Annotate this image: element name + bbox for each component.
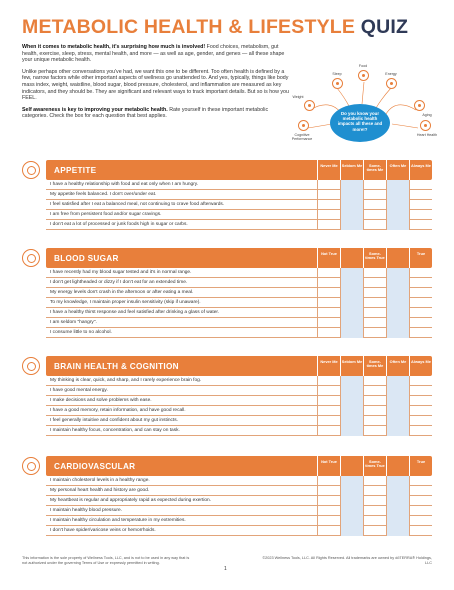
- section-header: [46, 160, 432, 180]
- col-header: [340, 456, 363, 476]
- checkbox-cell[interactable]: [317, 268, 340, 278]
- section-cardiovascular: [22, 456, 432, 538]
- intro-paragraph-2: Unlike perhaps other conversations you've had, we want this one to be different. Too often health is defined by a few, narrow factors while other important aspects of wellness go unattended to. And yes, typically, things like body mass index, weight, waistline, blood sugar, blood pressure, cholesterol, and inflammation are measured as key indicators, and they should be. They are significant and relevant ways to track important details. But so is how you FEEL.: [22, 68, 289, 102]
- checkbox-cell[interactable]: [386, 376, 409, 386]
- question-list: [46, 376, 432, 436]
- question-text: I feel satisfied after I eat a balanced meal, not continuing to crave food afterwards.: [50, 202, 225, 208]
- table-row: [46, 278, 432, 288]
- checkbox-cell[interactable]: [363, 376, 386, 386]
- checkbox-cell[interactable]: [340, 268, 363, 278]
- checkbox-cell[interactable]: [363, 278, 386, 288]
- checkbox-cell[interactable]: [386, 516, 409, 526]
- question-text: I make decisions and solve problems with ease.: [50, 398, 152, 404]
- table-row: [46, 328, 432, 338]
- checkbox-cell[interactable]: [340, 190, 363, 200]
- checkbox-cell[interactable]: [386, 210, 409, 220]
- question-list: [46, 180, 432, 230]
- col-header: Not True: [317, 248, 340, 268]
- checkbox-cell[interactable]: [317, 288, 340, 298]
- checkbox-cell[interactable]: [363, 426, 386, 436]
- blood-sugar-icon: [22, 249, 40, 267]
- question-text: I am seldom "hangry".: [50, 320, 97, 326]
- checkbox-cell[interactable]: [363, 190, 386, 200]
- checkbox-cell[interactable]: [340, 278, 363, 288]
- section-header: [46, 356, 432, 376]
- question-text: I have a healthy thirst response and feel satisfied after drinking a glass of water.: [50, 310, 220, 316]
- checkbox-cell[interactable]: [317, 278, 340, 288]
- checkbox-cell[interactable]: [363, 406, 386, 416]
- checkbox-cell[interactable]: [363, 396, 386, 406]
- table-row: [46, 180, 432, 190]
- checkbox-cell[interactable]: [340, 506, 363, 516]
- checkbox-cell[interactable]: [317, 476, 340, 486]
- table-row: [46, 386, 432, 396]
- checkbox-cell[interactable]: [317, 396, 340, 406]
- checkbox-cell[interactable]: [363, 210, 386, 220]
- section-header: [46, 248, 432, 268]
- question-list: [46, 476, 432, 536]
- question-text: I feel generally intuitive and confident about my gut instincts.: [50, 418, 178, 424]
- question-text: I don't have spider/varicose veins or hemorrhoids.: [50, 528, 156, 534]
- energy-label: Energy: [385, 72, 397, 76]
- table-row: [46, 426, 432, 436]
- checkbox-cell[interactable]: [317, 516, 340, 526]
- checkbox-cell[interactable]: [409, 486, 432, 496]
- col-header: Always Me: [409, 356, 432, 376]
- checkbox-cell[interactable]: [340, 318, 363, 328]
- checkbox-cell[interactable]: [317, 210, 340, 220]
- table-row: [46, 220, 432, 230]
- section-title: BLOOD SUGAR: [54, 254, 119, 263]
- appetite-icon: [22, 161, 40, 179]
- checkbox-cell[interactable]: [317, 220, 340, 230]
- food-node-icon: [358, 70, 369, 81]
- checkbox-cell[interactable]: [386, 496, 409, 506]
- checkbox-cell[interactable]: [340, 406, 363, 416]
- footer-disclaimer: This information is the sole property of Wellness Tools, LLC, and is not to be used in any way that is not authorized under the governing Terms of Use or expressly permitted in writing.: [22, 556, 190, 565]
- checkbox-cell[interactable]: [409, 298, 432, 308]
- question-text: I don't eat a lot of processed or junk foods high in sugar or carbs.: [50, 222, 188, 228]
- checkbox-cell[interactable]: [363, 308, 386, 318]
- checkbox-cell[interactable]: [386, 526, 409, 536]
- checkbox-cell[interactable]: [409, 308, 432, 318]
- page-number: 1: [224, 566, 227, 572]
- checkbox-cell[interactable]: [409, 210, 432, 220]
- question-text: I don't get lightheaded or dizzy if I don't eat for an extended time.: [50, 280, 188, 286]
- checkbox-cell[interactable]: [340, 308, 363, 318]
- section-appetite: [22, 160, 432, 232]
- checkbox-cell[interactable]: [386, 476, 409, 486]
- checkbox-cell[interactable]: [409, 496, 432, 506]
- checkbox-cell[interactable]: [409, 426, 432, 436]
- table-row: [46, 516, 432, 526]
- checkbox-cell[interactable]: [363, 200, 386, 210]
- table-row: [46, 496, 432, 506]
- table-row: [46, 376, 432, 386]
- question-text: I have good mental energy.: [50, 388, 108, 394]
- checkbox-cell[interactable]: [386, 426, 409, 436]
- checkbox-cell[interactable]: [409, 288, 432, 298]
- checkbox-cell[interactable]: [386, 190, 409, 200]
- metabolic-hub-diagram: [290, 58, 440, 158]
- question-text: My heartbeat is regular and appropriately rapid as expected during exertion.: [50, 498, 212, 504]
- checkbox-cell[interactable]: [386, 180, 409, 190]
- table-row: [46, 526, 432, 536]
- weight-label: Weight: [292, 95, 304, 99]
- checkbox-cell[interactable]: [363, 328, 386, 338]
- table-row: [46, 476, 432, 486]
- checkbox-cell[interactable]: [340, 486, 363, 496]
- question-text: I maintain cholesterol levels in a healthy range.: [50, 478, 150, 484]
- checkbox-cell[interactable]: [386, 318, 409, 328]
- section-brain-health: [22, 356, 432, 438]
- checkbox-cell[interactable]: [363, 220, 386, 230]
- checkbox-cell[interactable]: [409, 476, 432, 486]
- aging-node-icon: [414, 100, 425, 111]
- col-header: Always Me: [409, 160, 432, 180]
- heart-icon: [22, 457, 40, 475]
- table-row: [46, 190, 432, 200]
- checkbox-cell[interactable]: [409, 516, 432, 526]
- checkbox-cell[interactable]: [363, 386, 386, 396]
- col-header: Often Me: [386, 160, 409, 180]
- checkbox-cell[interactable]: [409, 190, 432, 200]
- question-text: My energy levels don't crash in the afternoon or after eating a meal.: [50, 290, 194, 296]
- checkbox-cell[interactable]: [340, 328, 363, 338]
- col-header: True: [409, 456, 432, 476]
- checkbox-cell[interactable]: [386, 386, 409, 396]
- checkbox-cell[interactable]: [386, 288, 409, 298]
- checkbox-cell[interactable]: [409, 386, 432, 396]
- checkbox-cell[interactable]: [340, 426, 363, 436]
- col-header: [340, 248, 363, 268]
- checkbox-cell[interactable]: [317, 506, 340, 516]
- checkbox-cell[interactable]: [340, 376, 363, 386]
- checkbox-cell[interactable]: [363, 268, 386, 278]
- col-header: Never Me: [317, 160, 340, 180]
- checkbox-cell[interactable]: [363, 180, 386, 190]
- checkbox-cell[interactable]: [409, 526, 432, 536]
- checkbox-cell[interactable]: [409, 406, 432, 416]
- checkbox-cell[interactable]: [317, 496, 340, 506]
- checkbox-cell[interactable]: [386, 486, 409, 496]
- checkbox-cell[interactable]: [340, 288, 363, 298]
- checkbox-cell[interactable]: [317, 298, 340, 308]
- checkbox-cell[interactable]: [340, 180, 363, 190]
- title-accent: QUIZ: [360, 16, 409, 38]
- col-header: Often Me: [386, 356, 409, 376]
- checkbox-cell[interactable]: [317, 180, 340, 190]
- checkbox-cell[interactable]: [386, 396, 409, 406]
- checkbox-cell[interactable]: [317, 308, 340, 318]
- checkbox-cell[interactable]: [386, 278, 409, 288]
- question-text: My appetite feels balanced. I don't over/under eat.: [50, 192, 157, 198]
- sleep-node-icon: [332, 78, 343, 89]
- weight-node-icon: [304, 100, 315, 111]
- checkbox-cell[interactable]: [363, 318, 386, 328]
- footer-copyright: ©2023 Wellness Tools, LLC. All Rights Reserved. All trademarks are owned by dōTERRA® Holdings, LLC: [262, 556, 432, 565]
- checkbox-cell[interactable]: [363, 486, 386, 496]
- table-row: [46, 486, 432, 496]
- checkbox-cell[interactable]: [386, 328, 409, 338]
- col-header: Never Me: [317, 356, 340, 376]
- checkbox-cell[interactable]: [363, 506, 386, 516]
- checkbox-cell[interactable]: [386, 416, 409, 426]
- intro-paragraph-3: Self awareness is key to improving your metabolic health. Rate yourself in these important metabolic categories. Check the box for each question that best applies.: [22, 106, 269, 120]
- table-row: [46, 308, 432, 318]
- col-header: [386, 456, 409, 476]
- checkbox-cell[interactable]: [409, 268, 432, 278]
- question-list: [46, 268, 432, 338]
- checkbox-cell[interactable]: [409, 396, 432, 406]
- checkbox-cell[interactable]: [363, 526, 386, 536]
- checkbox-cell[interactable]: [317, 416, 340, 426]
- section-header: [46, 456, 432, 476]
- question-text: I consume little to no alcohol.: [50, 330, 112, 336]
- table-row: [46, 288, 432, 298]
- checkbox-cell[interactable]: [340, 210, 363, 220]
- checkbox-cell[interactable]: [363, 516, 386, 526]
- checkbox-cell[interactable]: [409, 376, 432, 386]
- checkbox-cell[interactable]: [409, 328, 432, 338]
- checkbox-cell[interactable]: [340, 386, 363, 396]
- section-title: BRAIN HEALTH & COGNITION: [54, 362, 179, 371]
- checkbox-cell[interactable]: [340, 396, 363, 406]
- table-row: [46, 268, 432, 278]
- checkbox-cell[interactable]: [363, 496, 386, 506]
- checkbox-cell[interactable]: [340, 496, 363, 506]
- table-row: [46, 318, 432, 328]
- checkbox-cell[interactable]: [409, 200, 432, 210]
- col-header: [386, 248, 409, 268]
- heart-node-icon: [420, 120, 431, 131]
- checkbox-cell[interactable]: [317, 486, 340, 496]
- checkbox-cell[interactable]: [340, 476, 363, 486]
- col-header: Seldom Me: [340, 356, 363, 376]
- checkbox-cell[interactable]: [409, 278, 432, 288]
- table-row: [46, 406, 432, 416]
- checkbox-cell[interactable]: [317, 526, 340, 536]
- col-header: Some-times Me: [363, 356, 386, 376]
- checkbox-cell[interactable]: [317, 190, 340, 200]
- checkbox-cell[interactable]: [340, 416, 363, 426]
- cognitive-label: Cognitive Performance: [291, 133, 313, 141]
- question-text: To my knowledge, I maintain proper insulin sensitivity (skip if unaware).: [50, 300, 201, 306]
- checkbox-cell[interactable]: [317, 318, 340, 328]
- checkbox-cell[interactable]: [386, 268, 409, 278]
- checkbox-cell[interactable]: [340, 200, 363, 210]
- checkbox-cell[interactable]: [340, 516, 363, 526]
- question-text: I maintain healthy blood pressure.: [50, 508, 122, 514]
- title-main: METABOLIC HEALTH & LIFESTYLE: [22, 16, 356, 38]
- section-blood-sugar: [22, 248, 432, 340]
- question-text: I am free from persistent food and/or sugar cravings.: [50, 212, 162, 218]
- col-header: True: [409, 248, 432, 268]
- table-row: [46, 396, 432, 406]
- col-header: Not True: [317, 456, 340, 476]
- section-title: APPETITE: [54, 166, 97, 175]
- section-title: CARDIOVASCULAR: [54, 462, 136, 471]
- hub-bubble: Do you know your metabolic health impacts all these and more!?: [330, 104, 390, 142]
- intro-paragraph-1: When it comes to metabolic health, it's surprising how much is involved! Food choices, metabolism, gut health, exercise, sleep, stress, mental health, and more — as well as age, gender, and genes — all these shape your unique metabolic health.: [22, 44, 285, 64]
- checkbox-cell[interactable]: [340, 526, 363, 536]
- sleep-label: Sleep: [332, 72, 342, 76]
- checkbox-cell[interactable]: [317, 406, 340, 416]
- question-text: I have a good memory, retain information, and have good recall.: [50, 408, 186, 414]
- checkbox-cell[interactable]: [363, 288, 386, 298]
- checkbox-cell[interactable]: [386, 308, 409, 318]
- question-text: My thinking is clear, quick, and sharp, and I rarely experience brain fog.: [50, 378, 202, 384]
- table-row: [46, 506, 432, 516]
- checkbox-cell[interactable]: [340, 298, 363, 308]
- page-title: [22, 16, 408, 39]
- checkbox-cell[interactable]: [386, 406, 409, 416]
- checkbox-cell[interactable]: [317, 376, 340, 386]
- aging-label: Aging: [422, 113, 432, 117]
- food-label: Food: [358, 64, 368, 68]
- checkbox-cell[interactable]: [317, 328, 340, 338]
- checkbox-cell[interactable]: [363, 416, 386, 426]
- checkbox-cell[interactable]: [363, 476, 386, 486]
- checkbox-cell[interactable]: [386, 506, 409, 516]
- table-row: [46, 200, 432, 210]
- heart-label: Heart Health: [416, 133, 438, 137]
- checkbox-cell[interactable]: [340, 220, 363, 230]
- energy-node-icon: [386, 78, 397, 89]
- col-header: Some-times Me: [363, 160, 386, 180]
- intro-text: [22, 44, 292, 125]
- brain-icon: [22, 357, 40, 375]
- col-header: Seldom Me: [340, 160, 363, 180]
- checkbox-cell[interactable]: [409, 220, 432, 230]
- question-text: I maintain healthy circulation and temperature in my extremities.: [50, 518, 186, 524]
- question-text: I have recently had my blood sugar tested and it's in normal range.: [50, 270, 192, 276]
- checkbox-cell[interactable]: [409, 506, 432, 516]
- table-row: [46, 298, 432, 308]
- checkbox-cell[interactable]: [317, 426, 340, 436]
- checkbox-cell[interactable]: [386, 200, 409, 210]
- table-row: [46, 210, 432, 220]
- table-row: [46, 416, 432, 426]
- question-text: I have a healthy relationship with food and eat only when I am hungry.: [50, 182, 199, 188]
- checkbox-cell[interactable]: [317, 200, 340, 210]
- checkbox-cell[interactable]: [409, 180, 432, 190]
- checkbox-cell[interactable]: [317, 386, 340, 396]
- checkbox-cell[interactable]: [409, 416, 432, 426]
- checkbox-cell[interactable]: [363, 298, 386, 308]
- checkbox-cell[interactable]: [409, 318, 432, 328]
- col-header: Some-times True: [363, 248, 386, 268]
- cognitive-node-icon: [298, 120, 309, 131]
- col-header: Some-times True: [363, 456, 386, 476]
- checkbox-cell[interactable]: [386, 298, 409, 308]
- checkbox-cell[interactable]: [386, 220, 409, 230]
- question-text: My personal heart health and history are good.: [50, 488, 150, 494]
- question-text: I maintain healthy focus, concentration, and can stay on task.: [50, 428, 180, 434]
